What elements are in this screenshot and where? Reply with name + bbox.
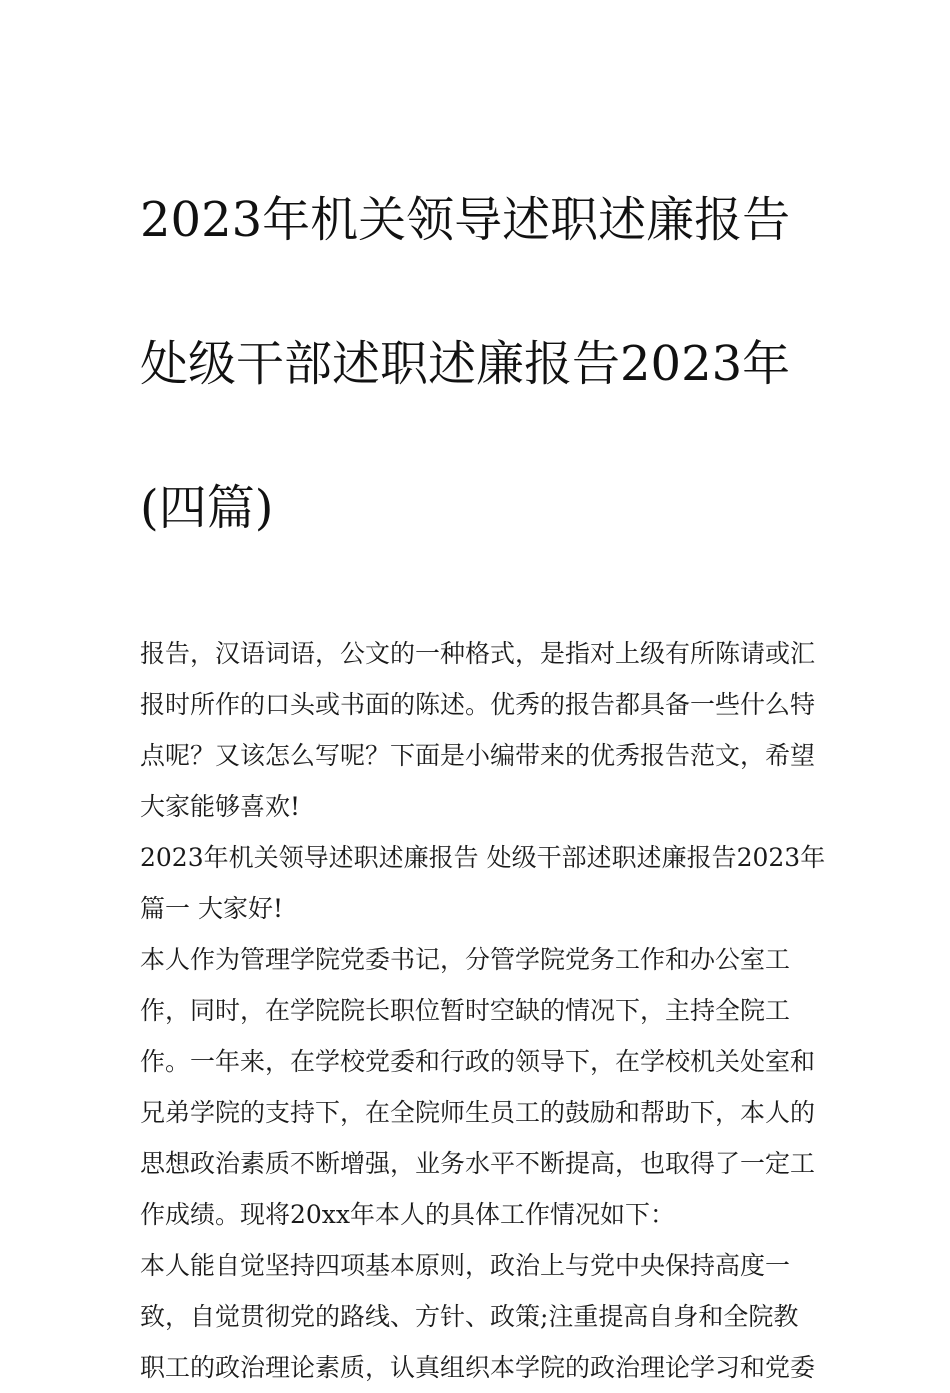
title-line: 2023年机关领导述职述廉报告 bbox=[140, 192, 791, 248]
text-line: 本人作为管理学院党委书记，分管学院党务工作和办公室工 bbox=[140, 945, 791, 974]
text-line: 篇一 大家好! bbox=[140, 894, 283, 923]
text-line: 思想政治素质不断增强，业务水平不断提高，也取得了一定工 bbox=[140, 1149, 816, 1178]
text-line: 作，同时，在学院院长职位暂时空缺的情况下，主持全院工 bbox=[140, 996, 791, 1025]
body-paragraph bbox=[140, 934, 820, 1240]
text-line: 作成绩。现将20xx年本人的具体工作情况如下： bbox=[140, 1200, 676, 1229]
text-line: 兄弟学院的支持下，在全院师生员工的鼓励和帮助下，本人的 bbox=[140, 1098, 816, 1127]
intro-paragraph bbox=[140, 628, 820, 832]
document-body bbox=[140, 112, 826, 1393]
text-line: 报告，汉语词语，公文的一种格式，是指对上级有所陈请或汇 bbox=[140, 639, 816, 668]
text-line: 点呢？又该怎么写呢？下面是小编带来的优秀报告范文，希望 bbox=[140, 741, 816, 770]
text-line: 本人能自觉坚持四项基本原则，政治上与党中央保持高度一 bbox=[140, 1251, 791, 1280]
title-line: 处级干部述职述廉报告2023年 bbox=[140, 336, 791, 392]
text-line: 作。一年来，在学校党委和行政的领导下，在学校机关处室和 bbox=[140, 1047, 816, 1076]
section-heading-paragraph bbox=[140, 832, 826, 934]
title-line: (四篇) bbox=[140, 480, 274, 536]
document-title bbox=[140, 112, 820, 616]
text-line: 报时所作的口头或书面的陈述。优秀的报告都具备一些什么特 bbox=[140, 690, 816, 719]
body-paragraph bbox=[140, 1240, 820, 1393]
text-line: 致，自觉贯彻党的路线、方针、政策;注重提高自身和全院教 bbox=[140, 1302, 799, 1331]
text-line: 大家能够喜欢! bbox=[140, 792, 301, 821]
text-line: 职工的政治理论素质，认真组织本学院的政治理论学习和党委 bbox=[140, 1353, 816, 1382]
text-line: 2023年机关领导述职述廉报告 处级干部述职述廉报告2023年 bbox=[140, 843, 826, 872]
